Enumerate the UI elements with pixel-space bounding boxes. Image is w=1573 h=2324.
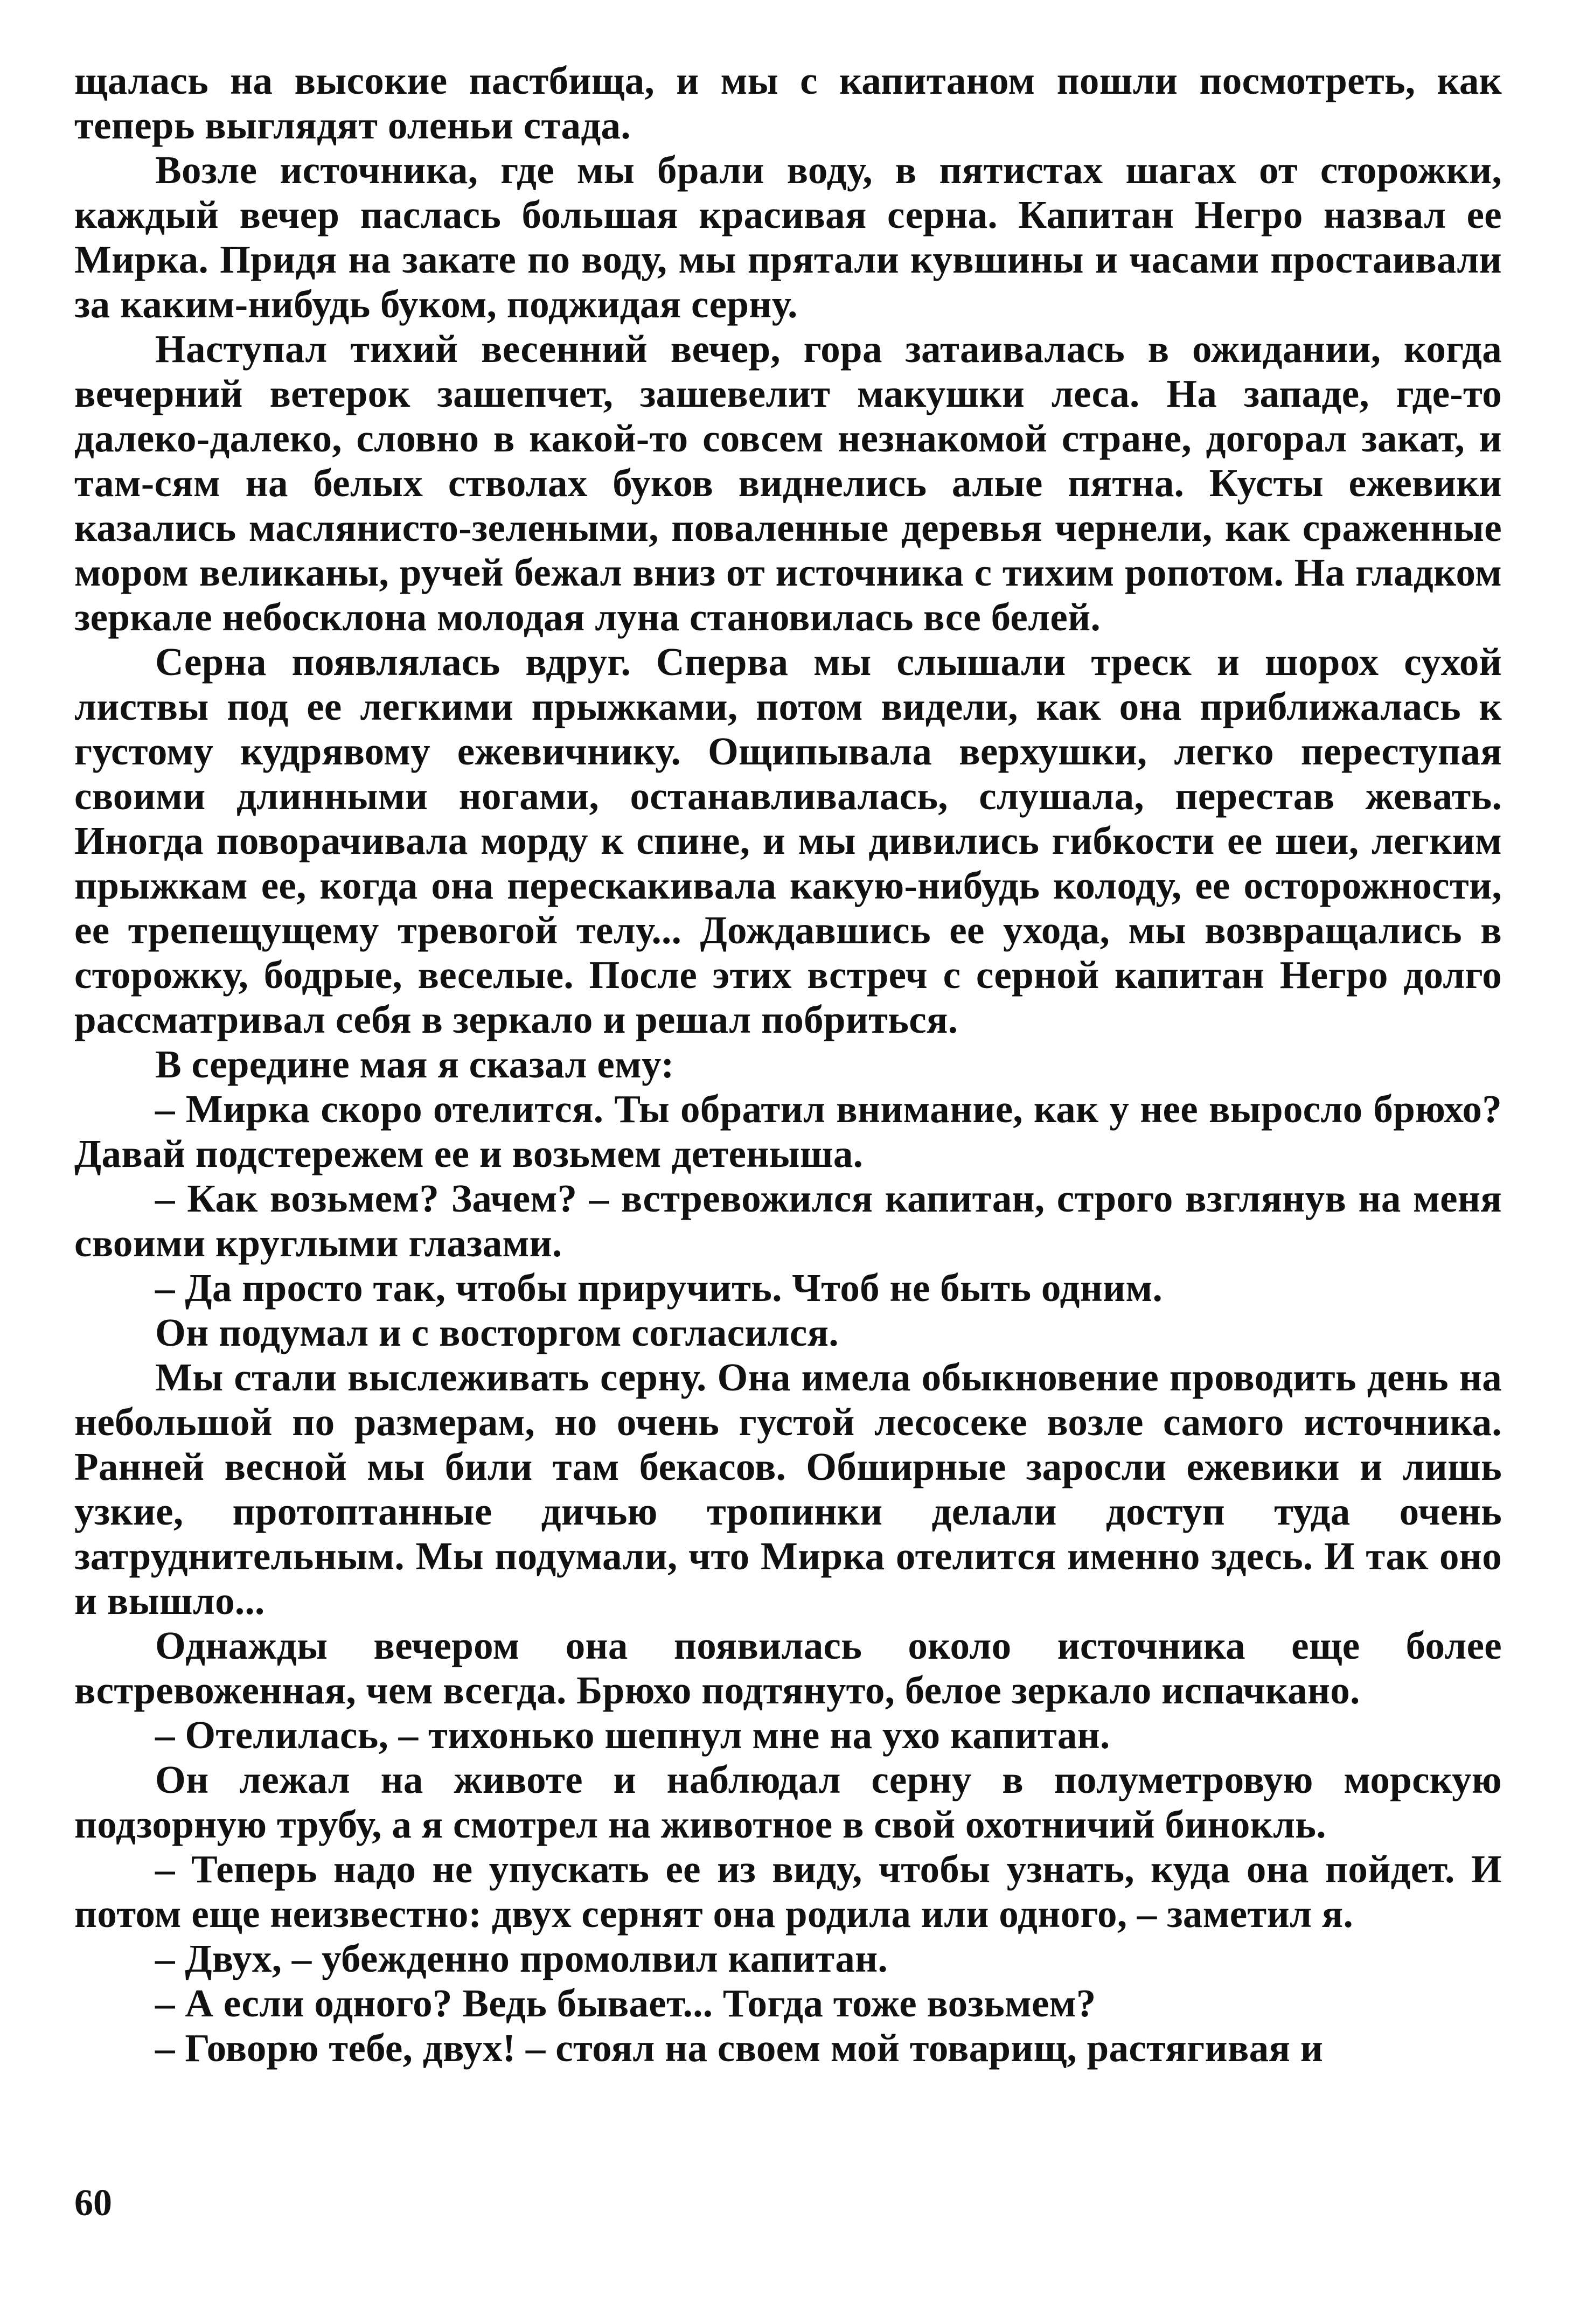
paragraph-10: Мы стали выслеживать серну. Она имела обыкновение проводить день на небольшой по размерам, но очень густой лесосеке возле самого источника. Ранней весной мы били там бекасов. Обширные заросли ежевики и лишь узкие, протоптанные дичью тропинки делали доступ туда очень затруднительным. Мы подумали, что Мирка отелится именно здесь. И так оно и вышло... (74, 1355, 1502, 1623)
paragraph-4: Серна появлялась вдруг. Сперва мы слышали треск и шорох сухой листвы под ее легкими прыжками, потом видели, как она приближалась к густому кудрявому ежевичнику. Ощипывала верхушки, легко переступая своими длинными ногами, останавливалась, слушала, перестав жевать. Иногда поворачивала морду к спине, и мы дивились гибкости ее шеи, легким прыжкам ее, когда она перескакивала какую-нибудь колоду, ее осторожности, ее трепещущему тревогой телу... Дождавшись ее ухода, мы возвращались в сторожку, бодрые, веселые. После этих встреч с серной капитан Негро долго рассматривал себя в зеркало и решал побриться. (74, 640, 1502, 1041)
paragraph-7: – Как возьмем? Зачем? – встревожился капитан, строго взглянув на меня своими круглыми глазами. (74, 1177, 1502, 1265)
paragraph-17: – Говорю тебе, двух! – стоял на своем мой товарищ, растягивая и (155, 2026, 1324, 2070)
paragraph-3: Наступал тихий весенний вечер, гора затаивалась в ожидании, когда вечерний ветерок зашепчет, зашевелит макушки леса. На западе, где-то далеко-далеко, словно в какой-то совсем незнакомой стране, догорал закат, и там-сям на белых стволах буков виднелись алые пятна. Кусты ежевики казались маслянисто-зелеными, поваленные деревья чернели, как сраженные мором великаны, ручей бежал вниз от источника с тихим ропотом. На гладком зеркале небосклона молодая луна становилась все белей. (74, 327, 1502, 639)
paragraph-12: – Отелилась, – тихонько шепнул мне на ухо капитан. (155, 1713, 1110, 1757)
paragraph-6: – Мирка скоро отелится. Ты обратил внимание, как у нее выросло брюхо? Давай подстережем ее и возьмем детеныша. (74, 1087, 1502, 1175)
paragraph-15: – Двух, – убежденно промолвил капитан. (155, 1937, 888, 1980)
paragraph-2: Возле источника, где мы брали воду, в пятистах шагах от сторожки, каждый вечер паслась большая красивая серна. Капитан Негро назвал ее Мирка. Придя на закате по воду, мы прятали кувшины и часами простаивали за каким-нибудь буком, поджидая серну. (74, 148, 1502, 326)
page-number: 60 (74, 2182, 112, 2224)
paragraph-9: Он подумал и с восторгом согласился. (155, 1311, 839, 1354)
paragraph-16: – А если одного? Ведь бывает... Тогда тоже возьмем? (155, 1981, 1096, 2025)
paragraph-11: Однажды вечером она появилась около источника еще более встревоженная, чем всегда. Брюхо подтянуто, белое зеркало испачкано. (74, 1624, 1502, 1712)
paragraph-14: – Теперь надо не упускать ее из виду, чтобы узнать, куда она пойдет. И потом еще неизвестно: двух сернят она родила или одного, – заметил я. (74, 1847, 1502, 1936)
paragraph-1: щалась на высокие пастбища, и мы с капитаном пошли посмотреть, как теперь выглядят оленьи стада. (74, 59, 1502, 147)
body-text (74, 58, 1502, 2070)
paragraph-5: В середине мая я сказал ему: (155, 1042, 674, 1086)
paragraph-13: Он лежал на животе и наблюдал серну в полуметровую морскую подзорную трубу, а я смотрел на животное в свой охотничий бинокль. (74, 1758, 1502, 1846)
paragraph-8: – Да просто так, чтобы приручить. Чтоб не быть одним. (155, 1266, 1163, 1310)
